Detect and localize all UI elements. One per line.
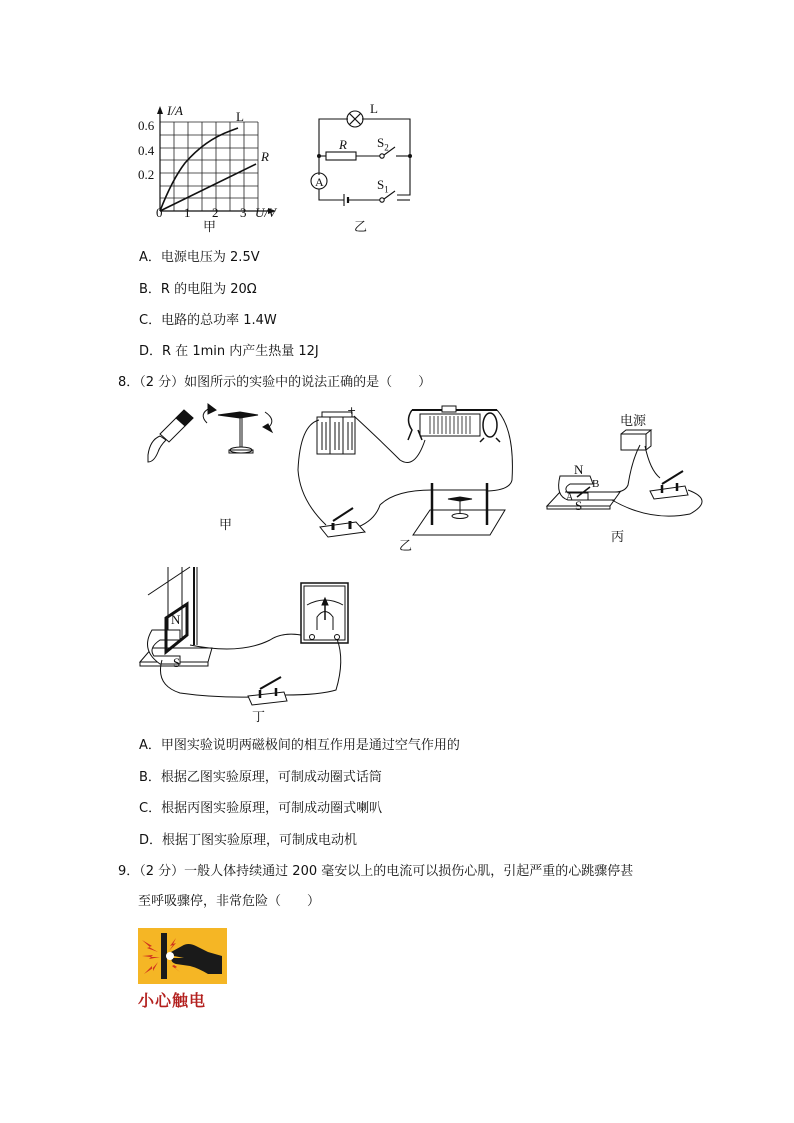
option-text: 电路的总功率 1.4W (161, 313, 277, 328)
q9-stem-line2: 至呼吸骤停，非常危险（ ） (138, 894, 321, 909)
option-letter: D． (139, 344, 163, 359)
figure-bing-caption: 丙 (611, 530, 625, 545)
option-text: 根据乙图实验原理，可制成动圈式话筒 (160, 770, 382, 785)
option-text: R 的电阻为 20Ω (160, 282, 257, 297)
power-supply-label: 电源 (620, 414, 647, 429)
option-letter: B． (139, 282, 161, 297)
q8-option-d[interactable] (139, 833, 357, 849)
shock-hand-icon (138, 928, 227, 984)
x-tick-0: 0 (156, 205, 163, 220)
option-text: 电源电压为 2.5V (160, 250, 260, 265)
x-axis-label: U/V (255, 205, 276, 220)
option-letter: C． (139, 313, 162, 328)
curve-r-label: R (261, 149, 269, 164)
battery-minus-label: - (318, 412, 322, 423)
option-letter: D． (139, 833, 163, 848)
figure-jia-caption: 甲 (203, 220, 217, 235)
q8-option-a[interactable] (139, 738, 460, 754)
bing-label-a: A (566, 492, 574, 503)
figure-yi-caption: 乙 (354, 220, 368, 235)
option-letter: C． (139, 801, 162, 816)
y-tick-0-2: 0.2 (138, 167, 155, 182)
figure-yi-caption: 乙 (399, 539, 413, 554)
switch-s1-sub: 1 (384, 184, 389, 195)
option-letter: A． (139, 250, 161, 265)
q9-stem-line1: 9．（2 分）一般人体持续通过 200 毫安以上的电流可以损伤心肌，引起严重的心跳骤停甚 (118, 864, 634, 879)
ammeter-label: A (315, 175, 324, 189)
figure-yi-oersted (298, 406, 512, 537)
option-letter: A． (139, 738, 161, 753)
bing-pole-n: N (574, 462, 584, 477)
q8-option-b[interactable] (139, 770, 382, 786)
option-text: 甲图实验说明两磁极间的相互作用是通过空气作用的 (160, 738, 460, 753)
resistor-label: R (339, 137, 347, 152)
option-text: 根据丙图实验原理，可制成动圈式喇叭 (161, 801, 383, 816)
electric-shock-warning-sign (138, 928, 227, 984)
curve-l-label: L (236, 109, 244, 124)
option-letter: B． (139, 770, 161, 785)
q8-stem: 8．（2 分）如图所示的实验中的说法正确的是（ ） (118, 375, 432, 390)
switch-s1-letter: S (377, 177, 385, 192)
figure-ding-caption: 丁 (252, 710, 266, 725)
bing-label-b: B (592, 478, 600, 490)
switch-s2-letter: S (377, 135, 385, 150)
switch-s2-sub: 2 (384, 142, 389, 153)
figure-jia-magnet-compass (148, 404, 272, 462)
battery-plus-label: + (347, 404, 357, 417)
x-tick-2: 2 (212, 205, 219, 220)
ding-pole-s: S (173, 655, 181, 670)
figure-jia-caption: 甲 (219, 518, 233, 533)
lamp-label: L (370, 101, 378, 116)
figure-ding-generator (140, 567, 348, 705)
option-text: 根据丁图实验原理，可制成电动机 (162, 833, 358, 848)
x-tick-3: 3 (240, 205, 247, 220)
option-text: R 在 1min 内产生热量 12J (162, 344, 319, 359)
ding-pole-n: N (171, 612, 181, 627)
bing-pole-s: S (575, 498, 583, 513)
warning-caption: 小心触电 (138, 991, 207, 1010)
x-tick-1: 1 (184, 205, 191, 220)
y-tick-0-4: 0.4 (138, 143, 155, 158)
q8-option-c[interactable] (139, 801, 382, 817)
y-axis-label: I/A (167, 103, 183, 118)
y-tick-0-6: 0.6 (138, 118, 155, 133)
